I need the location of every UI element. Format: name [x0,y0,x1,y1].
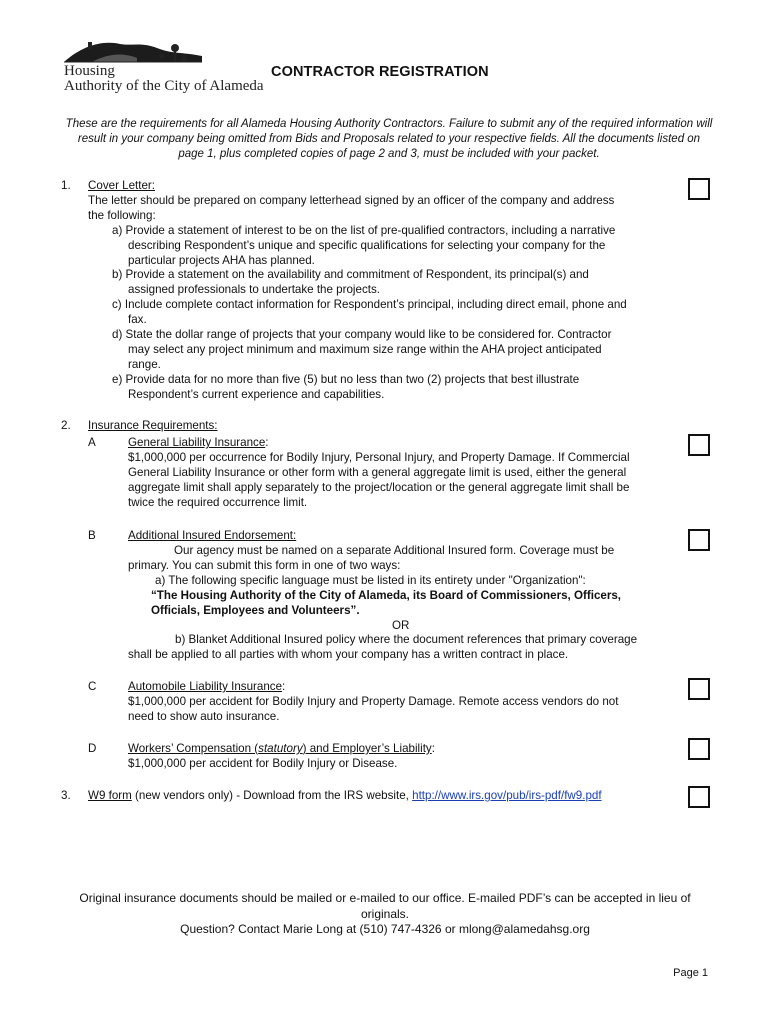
item-1a-text: particular projects AHA has planned. [128,254,315,267]
item-2a-text: General Liability Insurance or other form with a general aggregate limit is used, either the general [128,466,627,479]
item-2d-letter: D [88,742,97,755]
item-2b-checkbox[interactable] [688,529,710,551]
item-3-number: 3. [61,789,71,802]
item-2c-heading [128,679,285,694]
item-1b-text: b) Provide a statement on the availability and commitment of Respondent, its principal(s) and [112,268,589,281]
item-1a-text: a) Provide a statement of interest to be on the list of pre-qualified contractors, including a narrative [112,224,616,237]
item-2d-heading-colon: : [431,742,435,755]
item-1c-text: c) Include complete contact information for Respondent’s principal, including direct email, phone and [112,298,627,311]
page-number: Page 1 [673,967,708,979]
item-2a-text: aggregate limit shall apply separately to the project/location or the general aggregate limit shall be [128,481,630,494]
item-1-text: The letter should be prepared on company letterhead signed by an officer of the company and address [88,194,615,207]
footer-line-1: Original insurance documents should be mailed or e-mailed to our office. E-mailed PDF’s can be accepted in lieu of [79,891,691,905]
logo-text-housing: Housing [64,63,115,79]
item-2d-text: $1,000,000 per accident for Bodily Injury or Disease. [128,757,398,770]
irs-w9-link[interactable]: http://www.irs.gov/pub/irs-pdf/fw9.pdf [412,789,602,802]
page-title: CONTRACTOR REGISTRATION [271,64,489,80]
footer-contact: Question? Contact Marie Long at (510) 747-4326 or mlong@alamedahsg.org [180,922,590,936]
item-2d-heading-c: ) and Employer’s Liability [302,742,432,755]
item-2c-checkbox[interactable] [688,678,710,700]
item-2b-text: b) Blanket Additional Insured policy where the document references that primary coverage [175,633,638,646]
item-1b-text: assigned professionals to undertake the projects. [128,283,380,296]
item-2b-letter: B [88,529,96,542]
item-1d-text: may select any project minimum and maximum size range within the AHA project anticipated [128,343,602,356]
item-2-heading: Insurance Requirements: [88,419,218,432]
item-2a-heading [128,435,269,450]
item-2c-text: need to show auto insurance. [128,710,280,723]
item-2d-heading-a: Workers’ Compensation ( [128,742,259,755]
item-2-number: 2. [61,419,71,432]
item-2a-letter: A [88,436,96,449]
intro-paragraph: These are the requirements for all Alameda Housing Authority Contractors. Failure to submit any of the required information will result in your company being omitted from Bids and Proposals related to your respective fields. All the documents listed on page 1, plus completed copies of page 2 and 3, must be included with your packet. [65,118,713,160]
item-2c-text: $1,000,000 per accident for Bodily Injury and Property Damage. Remote access vendors do not [128,695,619,708]
item-1-checkbox[interactable] [688,178,710,200]
item-2c-heading-text: Automobile Liability Insurance [128,680,283,693]
item-3-checkbox[interactable] [688,786,710,808]
footer-note [50,891,720,938]
item-1e-text: Respondent’s current experience and capabilities. [128,388,385,401]
item-2b-heading: Additional Insured Endorsement: [128,529,297,542]
item-1d-text: range. [128,358,161,371]
item-1d-text: d) State the dollar range of projects that your company would like to be considered for. Contractor [112,328,612,341]
item-2b-text: a) The following specific language must be listed in its entirety under "Organization": [155,574,586,587]
item-2b-or: OR [392,619,410,632]
item-1-text: the following: [88,209,156,222]
item-2a-checkbox[interactable] [688,434,710,456]
footer-line-2: originals. [360,906,410,921]
item-2a-heading-text: General Liability Insurance [128,436,266,449]
item-2d-checkbox[interactable] [688,738,710,760]
item-2c-heading-colon: : [282,680,286,693]
item-1a-text: describing Respondent’s unique and specific qualifications for selecting your company for the [128,239,606,252]
item-2d-heading [128,741,435,756]
logo-text-authority: Authority of the City of Alameda [64,78,264,94]
item-2b-organization-name: “The Housing Authority of the City of Alameda, its Board of Commissioners, Officers, [151,589,622,602]
item-2b-text: shall be applied to all parties with whom your company has a written contract in place. [128,648,569,661]
item-1e-text: e) Provide data for no more than five (5) but no less than two (2) projects that best illustrate [112,373,580,386]
item-2b-text: Our agency must be named on a separate Additional Insured form. Coverage must be [174,544,615,557]
item-1c-text: fax. [128,313,147,326]
item-2b-organization-name: Officials, Employees and Volunteers”. [151,604,360,617]
item-1-heading: Cover Letter: [88,179,156,192]
item-2b-text: primary. You can submit this form in one of two ways: [128,559,401,572]
item-3-description: (new vendors only) - Download from the IRS website, [131,789,413,802]
item-3-text [88,788,602,803]
item-2a-text: $1,000,000 per occurrence for Bodily Injury, Personal Injury, and Property Damage. If Commercial [128,451,630,464]
item-2a-heading-colon: : [265,436,269,449]
item-2d-heading-statutory: statutory [258,742,303,755]
item-3-heading: W9 form [88,789,132,802]
item-1-number: 1. [61,179,71,192]
item-2c-letter: C [88,680,97,693]
item-2a-text: twice the required occurrence limit. [128,496,308,509]
